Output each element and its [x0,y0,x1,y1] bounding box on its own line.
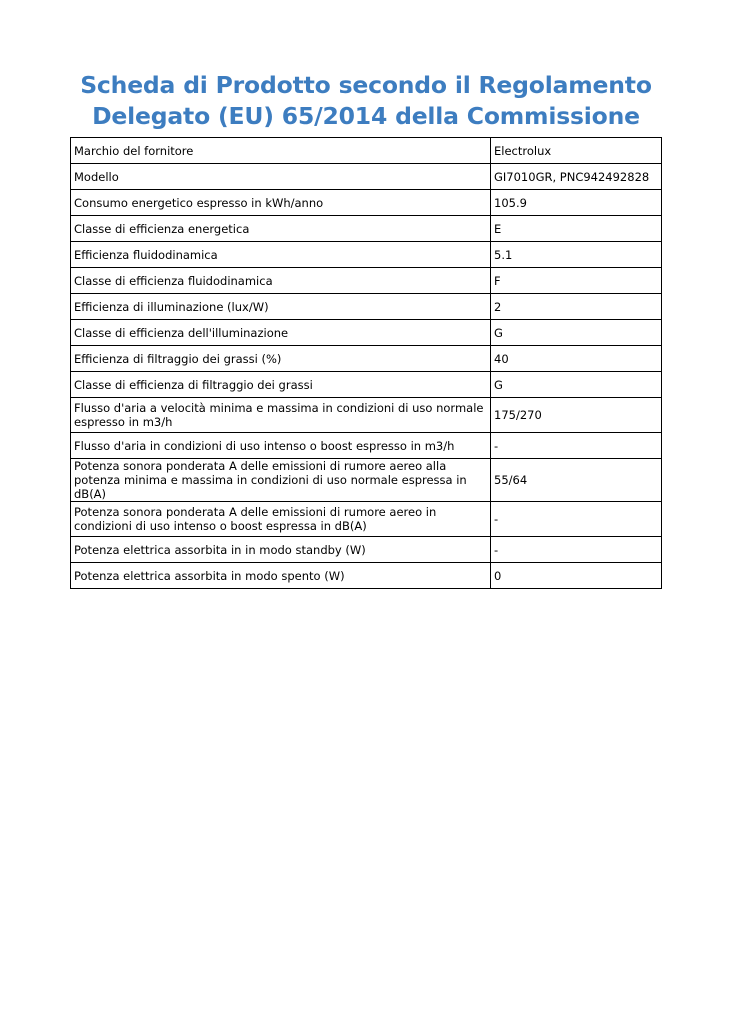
row-value: 175/270 [491,398,662,433]
row-value: GI7010GR, PNC942492828 [491,164,662,190]
row-label: Potenza elettrica assorbita in in modo standby (W) [71,537,491,563]
table-row [71,242,662,268]
row-label: Classe di efficienza di filtraggio dei grassi [71,372,491,398]
row-label: Efficienza di filtraggio dei grassi (%) [71,346,491,372]
row-label: Flusso d'aria a velocità minima e massima in condizioni di uso normale espresso in m3/h [71,398,491,433]
row-label: Consumo energetico espresso in kWh/anno [71,190,491,216]
row-label: Marchio del fornitore [71,138,491,164]
title-line-1: Scheda di Prodotto secondo il Regolamento [80,71,652,99]
row-value: - [491,537,662,563]
row-value: E [491,216,662,242]
table-row [71,372,662,398]
table-row [71,294,662,320]
table-row [71,398,662,433]
row-value: G [491,320,662,346]
row-value: Electrolux [491,138,662,164]
row-value: 55/64 [491,459,662,502]
table-row [71,138,662,164]
table-row [71,346,662,372]
title-line-2: Delegato (EU) 65/2014 della Commissione [92,102,640,130]
row-label: Efficienza di illuminazione (lux/W) [71,294,491,320]
row-value: 40 [491,346,662,372]
row-label: Efficienza fluidodinamica [71,242,491,268]
page-title [70,70,662,132]
table-row [71,164,662,190]
table-row [71,502,662,537]
row-value: - [491,502,662,537]
row-value: F [491,268,662,294]
table-row [71,268,662,294]
table-row [71,563,662,589]
table-row [71,216,662,242]
row-label: Potenza sonora ponderata A delle emissioni di rumore aereo in condizioni di uso intenso o boost espressa in dB(A) [71,502,491,537]
row-label: Potenza elettrica assorbita in modo spento (W) [71,563,491,589]
row-value: 105.9 [491,190,662,216]
row-value: - [491,433,662,459]
table-row [71,320,662,346]
product-sheet-table [70,137,662,589]
table-row [71,433,662,459]
row-value: G [491,372,662,398]
table-row [71,190,662,216]
table-row [71,537,662,563]
row-label: Classe di efficienza dell'illuminazione [71,320,491,346]
row-value: 2 [491,294,662,320]
row-label: Potenza sonora ponderata A delle emissioni di rumore aereo alla potenza minima e massima in condizioni di uso normale espressa in dB(A) [71,459,491,502]
row-label: Flusso d'aria in condizioni di uso intenso o boost espresso in m3/h [71,433,491,459]
row-value: 0 [491,563,662,589]
table-row [71,459,662,502]
row-value: 5.1 [491,242,662,268]
row-label: Classe di efficienza energetica [71,216,491,242]
row-label: Classe di efficienza fluidodinamica [71,268,491,294]
row-label: Modello [71,164,491,190]
